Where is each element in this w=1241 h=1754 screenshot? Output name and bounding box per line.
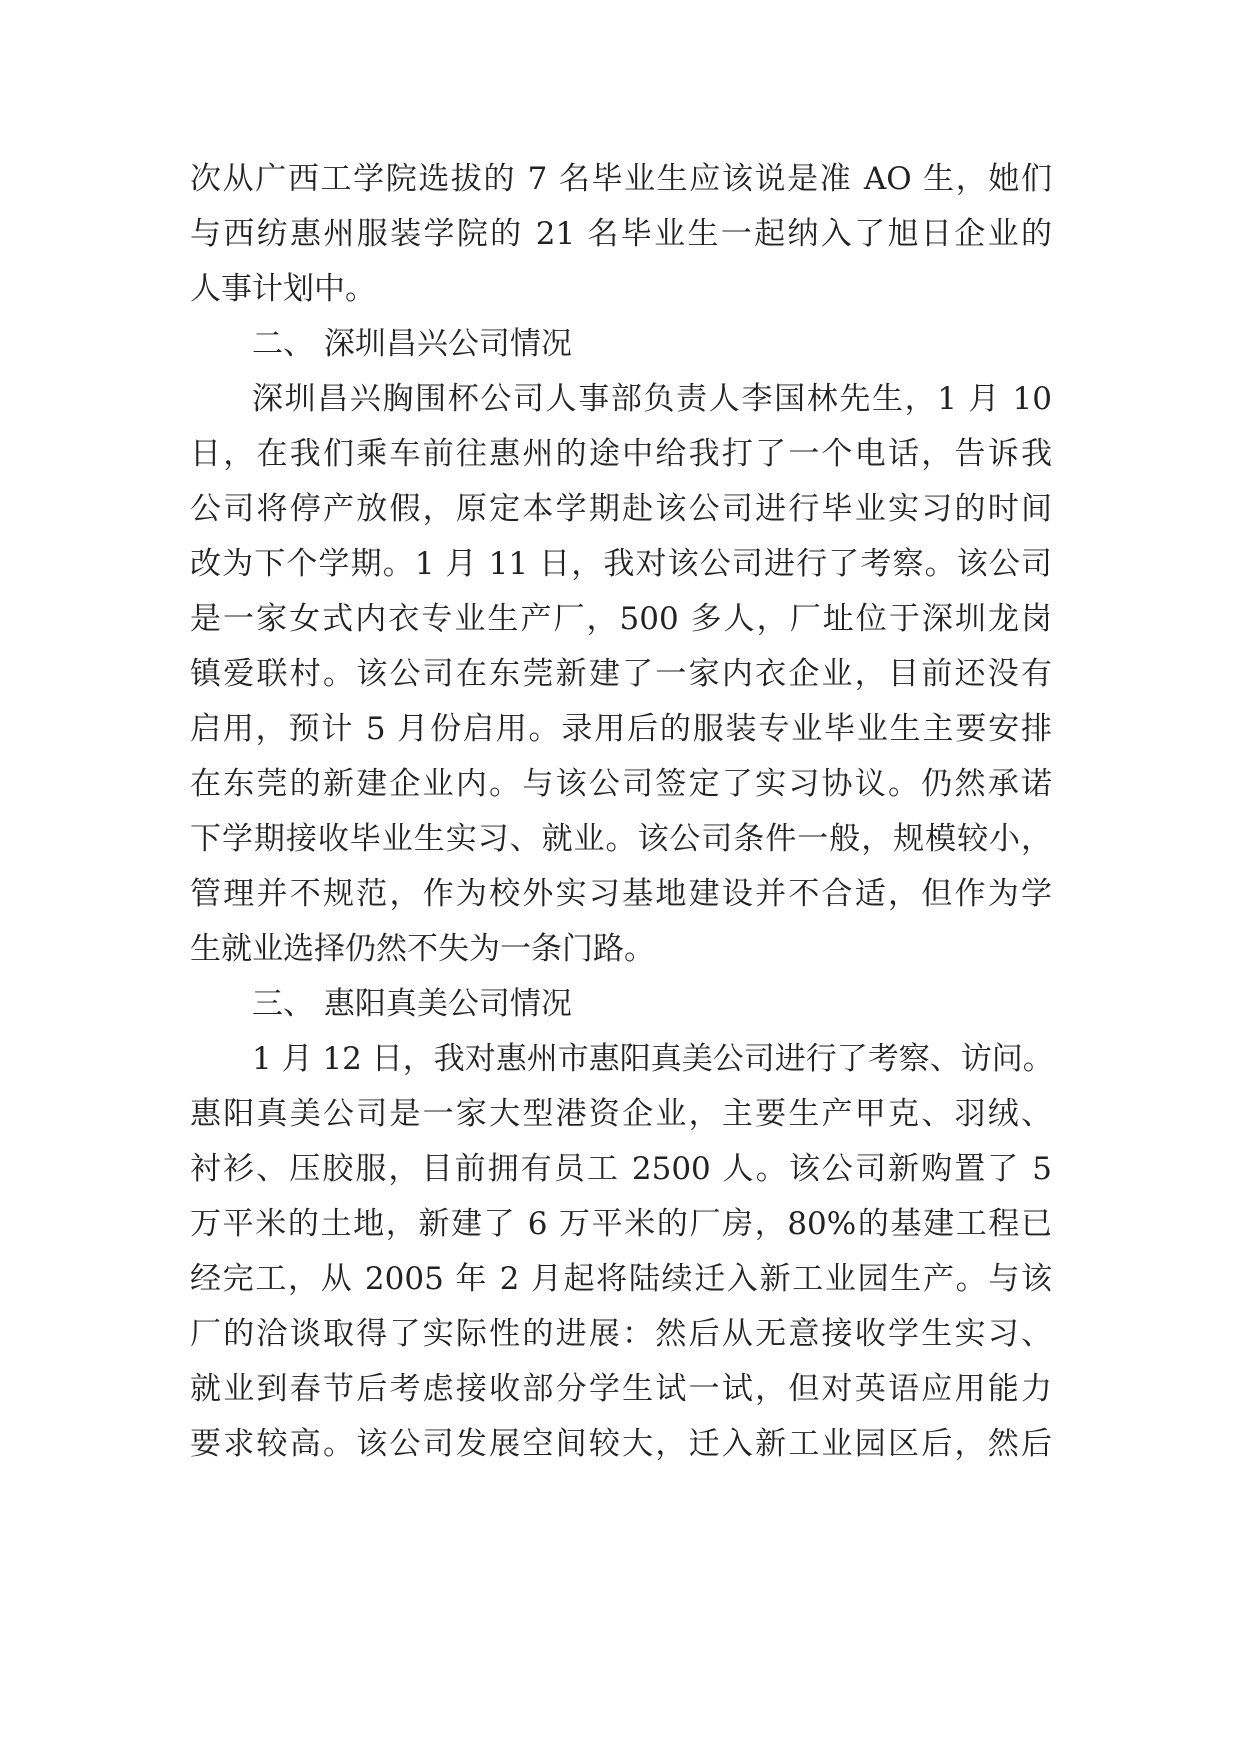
- text-line: 是一家女式内衣专业生产厂，500 多人，厂址位于深圳龙岗: [190, 601, 1052, 637]
- text-line: 1 月 12 日，我对惠州市惠阳真美公司进行了考察、访问。: [252, 1041, 1054, 1077]
- text-line: 万平米的土地，新建了 6 万平米的厂房，80%的基建工程已: [190, 1206, 1052, 1242]
- text-line: 衬衫、压胶服，目前拥有员工 2500 人。该公司新购置了 5: [190, 1151, 1052, 1187]
- text-line: 下学期接收毕业生实习、就业。该公司条件一般，规模较小，: [190, 821, 1052, 857]
- text-line: 公司将停产放假，原定本学期赴该公司进行毕业实习的时间: [190, 491, 1052, 527]
- text-line: 管理并不规范，作为校外实习基地建设并不合适，但作为学: [190, 876, 1052, 912]
- text-line: 就业到春节后考虑接收部分学生试一试，但对英语应用能力: [190, 1371, 1052, 1407]
- text-line: 与西纺惠州服装学院的 21 名毕业生一起纳入了旭日企业的: [190, 216, 1052, 252]
- text-line: 惠阳真美公司是一家大型港资企业，主要生产甲克、羽绒、: [190, 1096, 1052, 1132]
- text-line: 生就业选择仍然不失为一条门路。: [190, 931, 655, 967]
- text-line: 深圳昌兴胸围杯公司人事部负责人李国林先生，1 月 10: [252, 381, 1052, 417]
- text-line: 启用，预计 5 月份启用。录用后的服装专业毕业生主要安排: [190, 711, 1052, 747]
- text-line: 厂的洽谈取得了实际性的进展：然后从无意接收学生实习、: [190, 1316, 1052, 1352]
- document-page: [190, 155, 1052, 1645]
- text-line: 改为下个学期。1 月 11 日，我对该公司进行了考察。该公司: [190, 546, 1052, 582]
- text-line: 经完工，从 2005 年 2 月起将陆续迁入新工业园生产。与该: [190, 1261, 1052, 1297]
- text-line: 人事计划中。: [190, 271, 376, 307]
- text-line: 日，在我们乘车前往惠州的途中给我打了一个电话，告诉我: [190, 436, 1052, 472]
- text-line: 次从广西工学院选拔的 7 名毕业生应该说是准 AO 生，她们: [190, 161, 1052, 197]
- section-heading: 三、 惠阳真美公司情况: [252, 986, 572, 1022]
- text-line: 镇爱联村。该公司在东莞新建了一家内衣企业，目前还没有: [190, 656, 1052, 692]
- section-heading: 二、 深圳昌兴公司情况: [252, 326, 572, 362]
- text-line: 在东莞的新建企业内。与该公司签定了实习协议。仍然承诺: [190, 766, 1052, 802]
- text-line: 要求较高。该公司发展空间较大，迁入新工业园区后，然后: [190, 1426, 1052, 1462]
